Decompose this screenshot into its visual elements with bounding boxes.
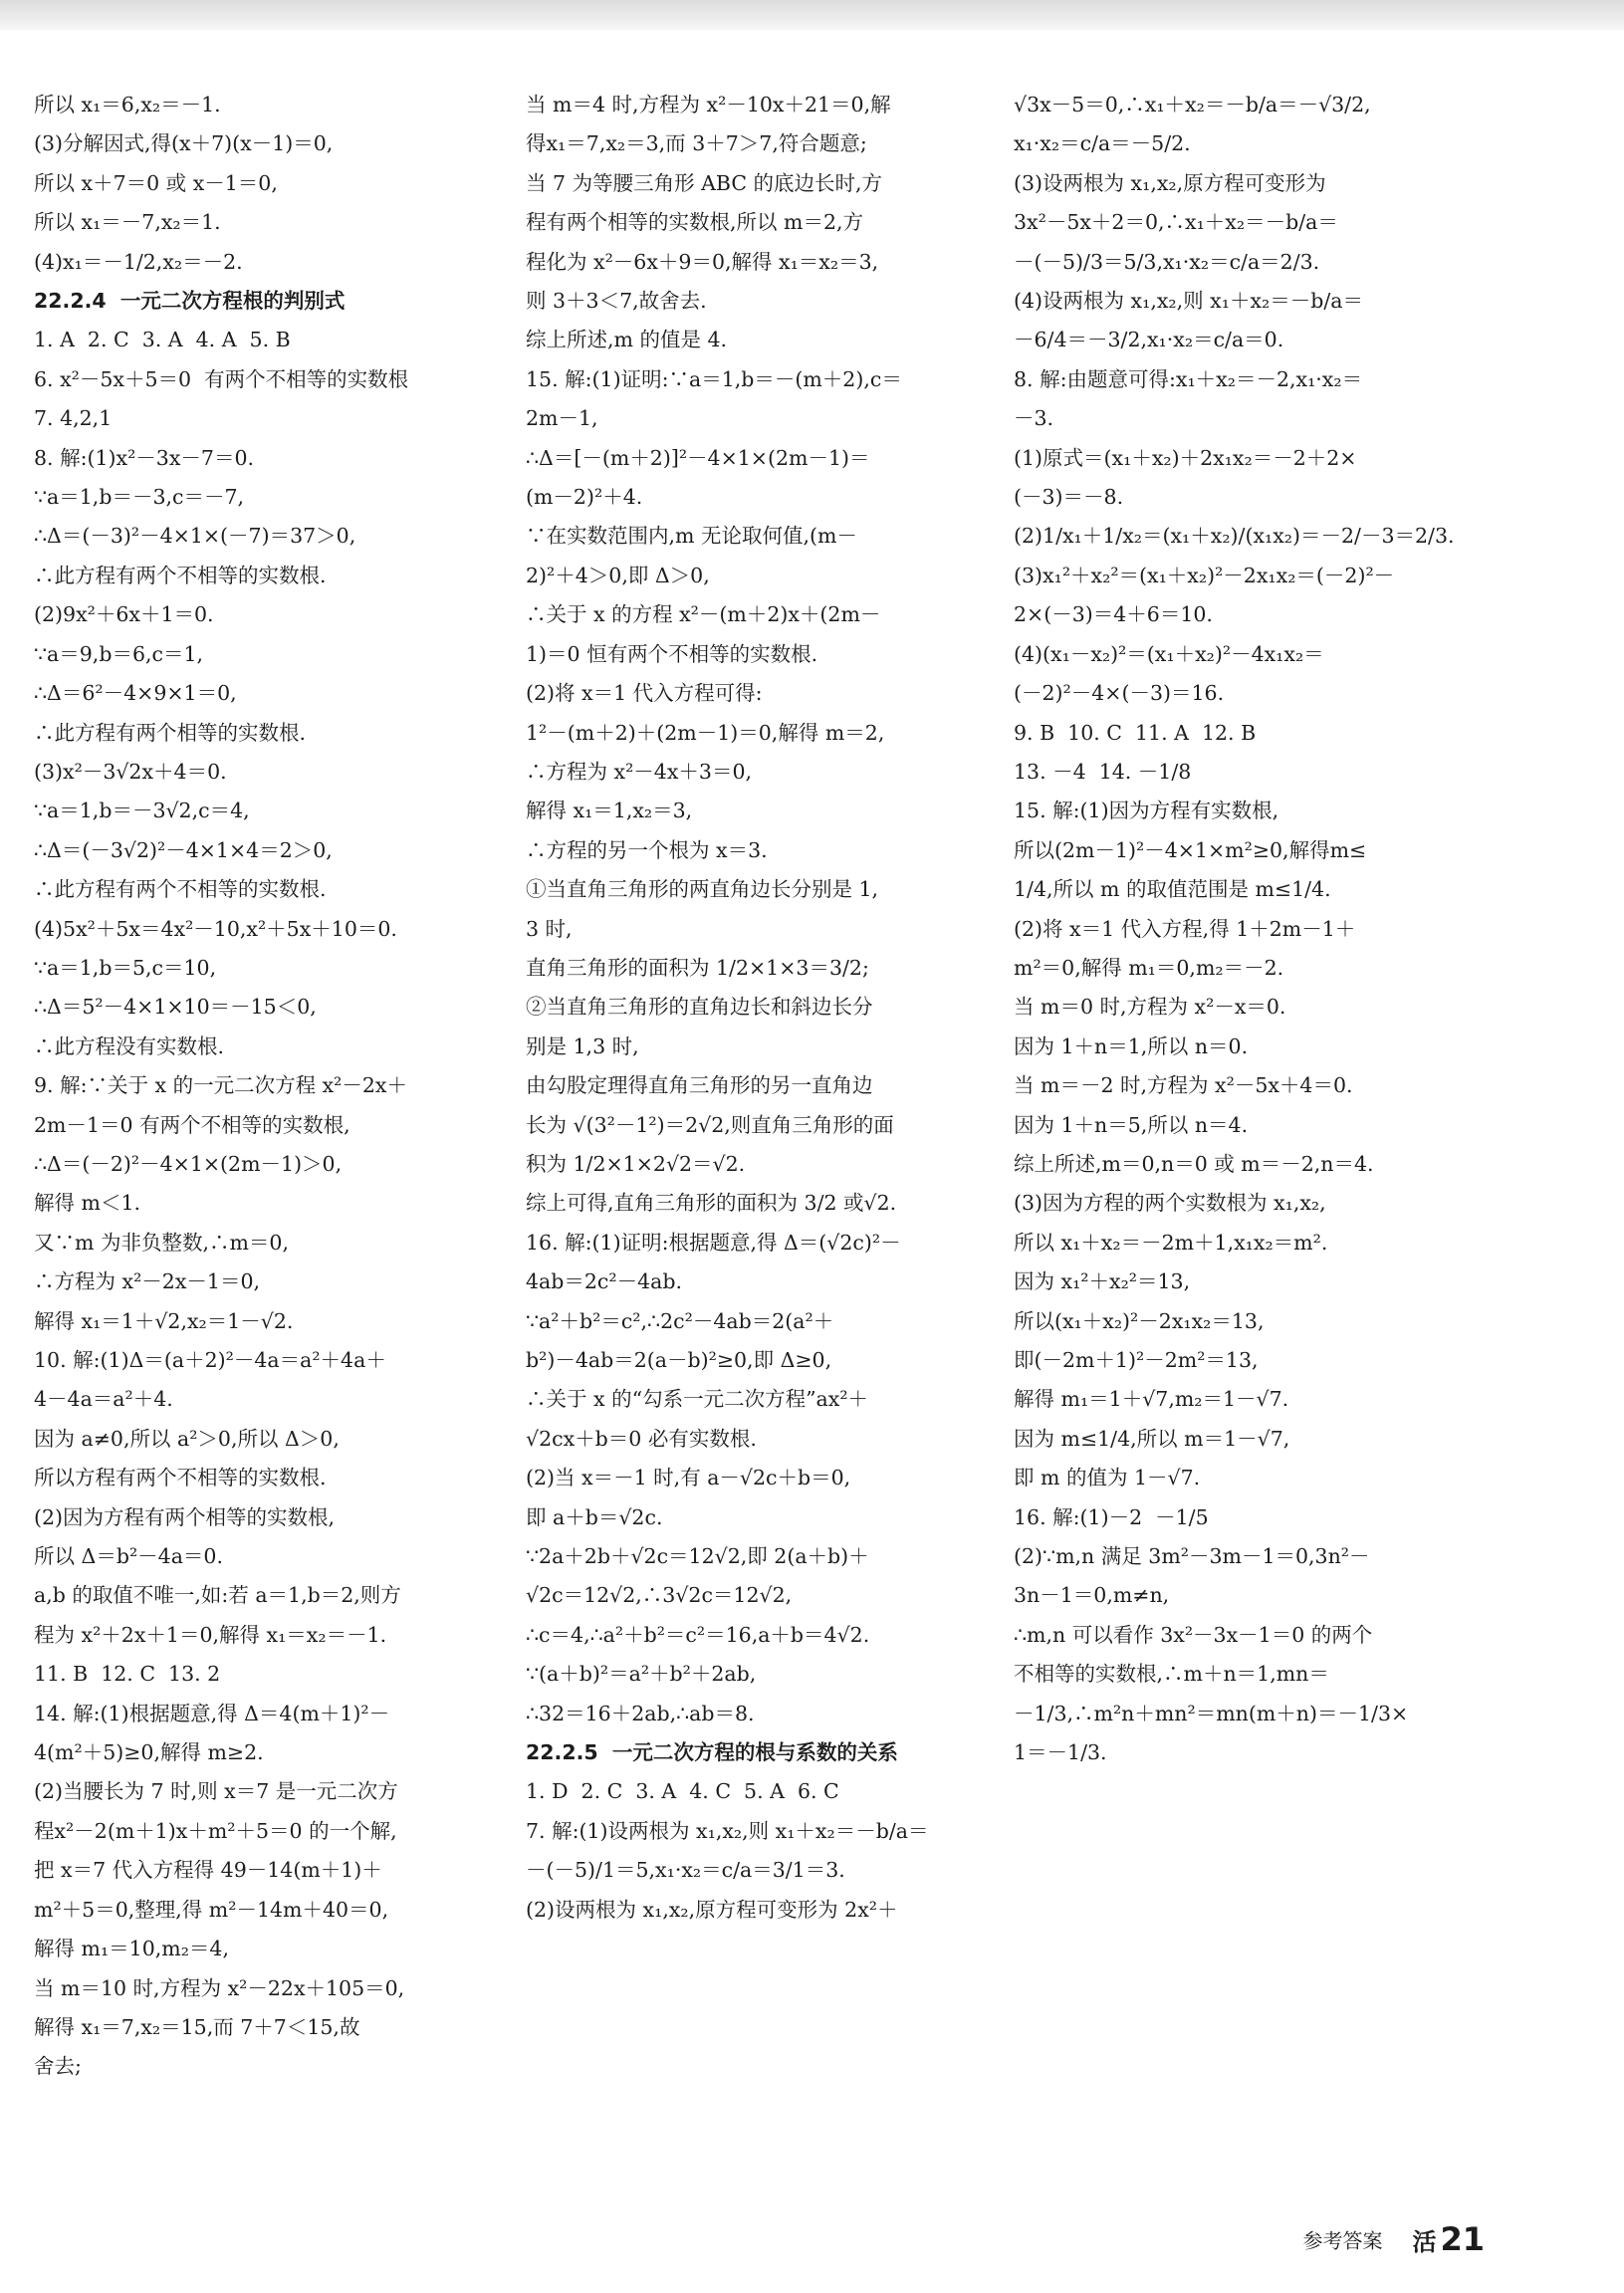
answer-line: 则 3＋3＜7,故舍去. xyxy=(526,289,707,314)
answer-line: 不相等的实数根,∴m＋n＝1,mn＝ xyxy=(1014,1662,1329,1687)
answer-line: 程化为 x²－6x＋9＝0,解得 x₁＝x₂＝3, xyxy=(526,249,879,274)
answer-line: ∴此方程有两个不相等的实数根. xyxy=(34,877,327,902)
scan-top-band xyxy=(0,0,1624,30)
answer-line: (2)将 x＝1 代入方程,得 1＋2m－1＋ xyxy=(1014,916,1356,941)
answer-line: 当 m＝10 时,方程为 x²－22x＋105＝0, xyxy=(34,1975,405,2000)
answer-line: a,b 的取值不唯一,如:若 a＝1,b＝2,则方 xyxy=(34,1583,401,1608)
answer-line: ∵2a＋2b＋√2c＝12√2,即 2(a＋b)＋ xyxy=(526,1544,869,1569)
answer-line: (2)将 x＝1 代入方程可得: xyxy=(526,681,763,706)
answer-line: (2)当 x＝－1 时,有 a－√2c＋b＝0, xyxy=(526,1466,851,1490)
answer-line: (3)因为方程的两个实数根为 x₁,x₂, xyxy=(1014,1191,1326,1216)
answer-line: ∴Δ＝(－3√2)²－4×1×4＝2＞0, xyxy=(34,837,333,862)
answer-line: ∴此方程有两个相等的实数根. xyxy=(34,720,307,745)
answer-line: 又∵m 为非负整数,∴m＝0, xyxy=(34,1230,289,1255)
answer-line: 直角三角形的面积为 1/2×1×3＝3/2; xyxy=(526,955,869,980)
answer-line: 2)²＋4＞0,即 Δ＞0, xyxy=(526,563,710,587)
answer-line: ∴m,n 可以看作 3x²－3x－1＝0 的两个 xyxy=(1014,1622,1373,1647)
answer-line: 即 a＋b＝√2c. xyxy=(526,1504,663,1529)
answer-line: 2m－1, xyxy=(526,406,598,431)
answer-line: (m－2)²＋4. xyxy=(526,485,643,510)
answer-line: 15. 解:(1)证明:∵a＝1,b＝－(m＋2),c＝ xyxy=(526,366,902,391)
answer-line: 9. 解:∵关于 x 的一元二次方程 x²－2x＋ xyxy=(34,1073,407,1098)
answer-line: √2c＝12√2,∴3√2c＝12√2, xyxy=(526,1583,793,1608)
answer-line: 积为 1/2×1×2√2＝√2. xyxy=(526,1151,746,1176)
answer-line: (2)设两根为 x₁,x₂,原方程可变形为 2x²＋ xyxy=(526,1897,898,1922)
answer-line: (－2)²－4×(－3)＝16. xyxy=(1014,681,1225,706)
answer-line: 程有两个相等的实数根,所以 m＝2,方 xyxy=(526,210,864,235)
answer-line: (4)5x²＋5x＝4x²－10,x²＋5x＋10＝0. xyxy=(34,916,397,941)
answer-line: ∴方程为 x²－4x＋3＝0, xyxy=(526,759,753,784)
answer-line: －(－5)/1＝5,x₁·x₂＝c/a＝3/1＝3. xyxy=(526,1858,845,1883)
answer-line: 把 x＝7 代入方程得 49－14(m＋1)＋ xyxy=(34,1858,382,1883)
answer-line: 所以 x₁＝6,x₂＝－1. xyxy=(34,93,221,116)
answer-line: 8. 解:(1)x²－3x－7＝0. xyxy=(34,445,255,470)
section-heading: 22.2.4 一元二次方程根的判别式 xyxy=(34,289,346,314)
section-heading: 22.2.5 一元二次方程的根与系数的关系 xyxy=(526,1740,898,1765)
answer-line: ∵a＝1,b＝－3√2,c＝4, xyxy=(34,799,250,823)
answer-line: ∵a＝9,b＝6,c＝1, xyxy=(34,641,204,666)
answer-line: 15. 解:(1)因为方程有实数根, xyxy=(1014,799,1279,823)
answer-line: 即 m 的值为 1－√7. xyxy=(1014,1466,1201,1490)
footer-label: 参考答案 xyxy=(1302,2228,1383,2253)
answer-line: 所以 x＋7＝0 或 x－1＝0, xyxy=(34,170,278,195)
answer-line: 解得 m＜1. xyxy=(34,1191,141,1216)
answer-line: 1. D 2. C 3. A 4. C 5. A 6. C xyxy=(526,1779,839,1804)
answer-line: 13. －4 14. －1/8 xyxy=(1014,759,1192,784)
answer-line: 解得 m₁＝1＋√7,m₂＝1－√7. xyxy=(1014,1387,1289,1412)
answer-line: x₁·x₂＝c/a＝－5/2. xyxy=(1014,131,1191,156)
answer-line: ∴Δ＝[－(m＋2)]²－4×1×(2m－1)＝ xyxy=(526,445,870,470)
answer-line: －1/3,∴m²n＋mn²＝mn(m＋n)＝－1/3× xyxy=(1014,1701,1409,1725)
answer-line: (2)9x²＋6x＋1＝0. xyxy=(34,602,214,627)
answer-line: ∵a＝1,b＝－3,c＝－7, xyxy=(34,485,245,510)
answer-line: －(－5)/3＝5/3,x₁·x₂＝c/a＝2/3. xyxy=(1014,249,1320,274)
answer-line: 3 时, xyxy=(526,916,573,941)
answer-line: －6/4＝－3/2,x₁·x₂＝c/a＝0. xyxy=(1014,328,1284,352)
answer-line: 程x²－2(m＋1)x＋m²＋5＝0 的一个解, xyxy=(34,1818,397,1843)
answer-line: 解得 x₁＝7,x₂＝15,而 7＋7＜15,故 xyxy=(34,2014,360,2039)
answer-line: ∴32＝16＋2ab,∴ab＝8. xyxy=(526,1701,755,1725)
answer-line: (4)x₁＝－1/2,x₂＝－2. xyxy=(34,249,243,274)
answer-line: 7. 解:(1)设两根为 x₁,x₂,则 x₁＋x₂＝－b/a＝ xyxy=(526,1818,929,1843)
answer-line: 8. 解:由题意可得:x₁＋x₂＝－2,x₁·x₂＝ xyxy=(1014,366,1363,391)
answer-line: m²＋5＝0,整理,得 m²－14m＋40＝0, xyxy=(34,1897,389,1922)
answer-line: 6. x²－5x＋5＝0 有两个不相等的实数根 xyxy=(34,366,409,391)
answer-line: (3)设两根为 x₁,x₂,原方程可变形为 xyxy=(1014,170,1326,195)
answer-line: ∴方程为 x²－2x－1＝0, xyxy=(34,1269,261,1294)
answer-line: 4ab＝2c²－4ab. xyxy=(526,1269,683,1294)
answer-line: 因为 m≤1/4,所以 m＝1－√7, xyxy=(1014,1426,1290,1451)
answer-line: (4)设两根为 x₁,x₂,则 x₁＋x₂＝－b/a＝ xyxy=(1014,289,1363,314)
answer-line: ∴Δ＝6²－4×9×1＝0, xyxy=(34,681,237,706)
answer-line: 由勾股定理得直角三角形的另一直角边 xyxy=(526,1073,873,1098)
answer-line: 1²－(m＋2)＋(2m－1)＝0,解得 m＝2, xyxy=(526,720,885,745)
answer-line: ∴此方程有两个不相等的实数根. xyxy=(34,563,327,587)
answer-line: ∴Δ＝(－2)²－4×1×(2m－1)＞0, xyxy=(34,1151,343,1176)
answer-column-3 xyxy=(1014,86,1511,1772)
answer-line: (－3)＝－8. xyxy=(1014,485,1124,510)
answer-line: 长为 √(3²－1²)＝2√2,则直角三角形的面 xyxy=(526,1112,894,1137)
answer-line: 2×(－3)＝4＋6＝10. xyxy=(1014,602,1213,627)
answer-line: b²)－4ab＝2(a－b)²≥0,即 Δ≥0, xyxy=(526,1348,832,1372)
answer-line: 即(－2m＋1)²－2m²＝13, xyxy=(1014,1348,1259,1372)
answer-line: 所以方程有两个不相等的实数根. xyxy=(34,1466,327,1490)
answer-line: 解得 x₁＝1,x₂＝3, xyxy=(526,799,693,823)
answer-line: 因为 1＋n＝1,所以 n＝0. xyxy=(1014,1033,1249,1058)
answer-line: 解得 m₁＝10,m₂＝4, xyxy=(34,1937,229,1961)
page-number: 21 xyxy=(1440,2220,1485,2258)
answer-line: ∴此方程没有实数根. xyxy=(34,1033,225,1058)
answer-line: 综上可得,直角三角形的面积为 3/2 或√2. xyxy=(526,1191,897,1216)
answer-line: 3n－1＝0,m≠n, xyxy=(1014,1583,1170,1608)
answer-line: 所以 x₁＝－7,x₂＝1. xyxy=(34,210,221,235)
answer-line: m²＝0,解得 m₁＝0,m₂＝－2. xyxy=(1014,955,1284,980)
answer-line: 1＝－1/3. xyxy=(1014,1740,1107,1765)
answer-line: √3x－5＝0,∴x₁＋x₂＝－b/a＝－√3/2, xyxy=(1014,93,1371,116)
answer-line: 所以 x₁＋x₂＝－2m＋1,x₁x₂＝m². xyxy=(1014,1230,1328,1255)
answer-line: √2cx＋b＝0 必有实数根. xyxy=(526,1426,757,1451)
answer-line: ∴Δ＝5²－4×1×10＝－15＜0, xyxy=(34,995,317,1020)
answer-line: 11. B 12. C 13. 2 xyxy=(34,1662,221,1687)
answer-line: －3. xyxy=(1014,406,1054,431)
answer-line: 别是 1,3 时, xyxy=(526,1033,639,1058)
answer-line: ∴Δ＝(－3)²－4×1×(－7)＝37＞0, xyxy=(34,524,356,549)
answer-line: ∵(a＋b)²＝a²＋b²＋2ab, xyxy=(526,1662,757,1687)
answer-line: 4(m²＋5)≥0,解得 m≥2. xyxy=(34,1740,264,1765)
answer-line: 所以 Δ＝b²－4a＝0. xyxy=(34,1544,223,1569)
answer-line: 当 7 为等腰三角形 ABC 的底边长时,方 xyxy=(526,170,883,195)
answer-line: 舍去; xyxy=(34,2054,82,2079)
answer-line: 因为 1＋n＝5,所以 n＝4. xyxy=(1014,1112,1249,1137)
answer-column-1 xyxy=(34,86,522,2087)
answer-line: (3)x²－3√2x＋4＝0. xyxy=(34,759,227,784)
answer-line: (3)x₁²＋x₂²＝(x₁＋x₂)²－2x₁x₂＝(－2)²－ xyxy=(1014,563,1395,587)
answer-line: 当 m＝0 时,方程为 x²－x＝0. xyxy=(1014,995,1286,1020)
answer-line: 程为 x²＋2x＋1＝0,解得 x₁＝x₂＝－1. xyxy=(34,1622,387,1647)
answer-line: (1)原式＝(x₁＋x₂)＋2x₁x₂＝－2＋2× xyxy=(1014,445,1357,470)
answer-line: 16. 解:(1)证明:根据题意,得 Δ＝(√2c)²－ xyxy=(526,1230,901,1255)
answer-line: 当 m＝－2 时,方程为 x²－5x＋4＝0. xyxy=(1014,1073,1353,1098)
answer-line: ∴关于 x 的“勾系一元二次方程”ax²＋ xyxy=(526,1387,869,1412)
answer-column-2 xyxy=(526,86,1010,1930)
answer-line: 当 m＝4 时,方程为 x²－10x＋21＝0,解 xyxy=(526,93,891,116)
answer-line: 1. A 2. C 3. A 4. A 5. B xyxy=(34,328,291,352)
answer-line: (2)1/x₁＋1/x₂＝(x₁＋x₂)/(x₁x₂)＝－2/－3＝2/3. xyxy=(1014,524,1455,549)
answer-line: 综上所述,m＝0,n＝0 或 m＝－2,n＝4. xyxy=(1014,1151,1374,1176)
answer-line: 10. 解:(1)Δ＝(a＋2)²－4a＝a²＋4a＋ xyxy=(34,1348,386,1372)
answer-line: ①当直角三角形的两直角边长分别是 1, xyxy=(526,877,879,902)
answer-line: 4－4a＝a²＋4. xyxy=(34,1387,173,1412)
answer-line: ∴方程的另一个根为 x＝3. xyxy=(526,837,768,862)
answer-line: ∴c＝4,∴a²＋b²＝c²＝16,a＋b＝4√2. xyxy=(526,1622,870,1647)
answer-line: 2m－1＝0 有两个不相等的实数根, xyxy=(34,1112,350,1137)
answer-line: (2)因为方程有两个相等的实数根, xyxy=(34,1504,336,1529)
answer-line: (2)∵m,n 满足 3m²－3m－1＝0,3n²－ xyxy=(1014,1544,1370,1569)
answer-line: 7. 4,2,1 xyxy=(34,406,113,431)
answer-line: 3x²－5x＋2＝0,∴x₁＋x₂＝－b/a＝ xyxy=(1014,210,1338,235)
answer-line: 得x₁＝7,x₂＝3,而 3＋7＞7,符合题意; xyxy=(526,131,867,156)
answer-line: 14. 解:(1)根据题意,得 Δ＝4(m＋1)²－ xyxy=(34,1701,390,1725)
page-footer xyxy=(1292,2201,1485,2258)
answer-line: 1/4,所以 m 的取值范围是 m≤1/4. xyxy=(1014,877,1331,902)
answer-line: ∴关于 x 的方程 x²－(m＋2)x＋(2m－ xyxy=(526,602,881,627)
answer-line: 因为 a≠0,所以 a²＞0,所以 Δ＞0, xyxy=(34,1426,340,1451)
answer-line: ②当直角三角形的直角边长和斜边长分 xyxy=(526,995,873,1020)
footer-brand: 活 xyxy=(1412,2227,1437,2256)
answer-line: (3)分解因式,得(x＋7)(x－1)＝0, xyxy=(34,131,334,156)
answer-line: 综上所述,m 的值是 4. xyxy=(526,328,728,352)
answer-line: 1)＝0 恒有两个不相等的实数根. xyxy=(526,641,818,666)
answer-line: (2)当腰长为 7 时,则 x＝7 是一元二次方 xyxy=(34,1779,398,1804)
answer-line: 解得 x₁＝1＋√2,x₂＝1－√2. xyxy=(34,1308,294,1333)
answer-line: 16. 解:(1)－2 －1/5 xyxy=(1014,1504,1209,1529)
answer-line: 所以(x₁＋x₂)²－2x₁x₂＝13, xyxy=(1014,1308,1265,1333)
answer-line: 因为 x₁²＋x₂²＝13, xyxy=(1014,1269,1191,1294)
answer-line: ∵在实数范围内,m 无论取何值,(m－ xyxy=(526,524,857,549)
answer-line: 9. B 10. C 11. A 12. B xyxy=(1014,720,1257,745)
answer-line: (4)(x₁－x₂)²＝(x₁＋x₂)²－4x₁x₂＝ xyxy=(1014,641,1324,666)
answer-line: ∵a＝1,b＝5,c＝10, xyxy=(34,955,217,980)
answer-line: 所以(2m－1)²－4×1×m²≥0,解得m≤ xyxy=(1014,837,1367,862)
answer-line: ∵a²＋b²＝c²,∴2c²－4ab＝2(a²＋ xyxy=(526,1308,834,1333)
